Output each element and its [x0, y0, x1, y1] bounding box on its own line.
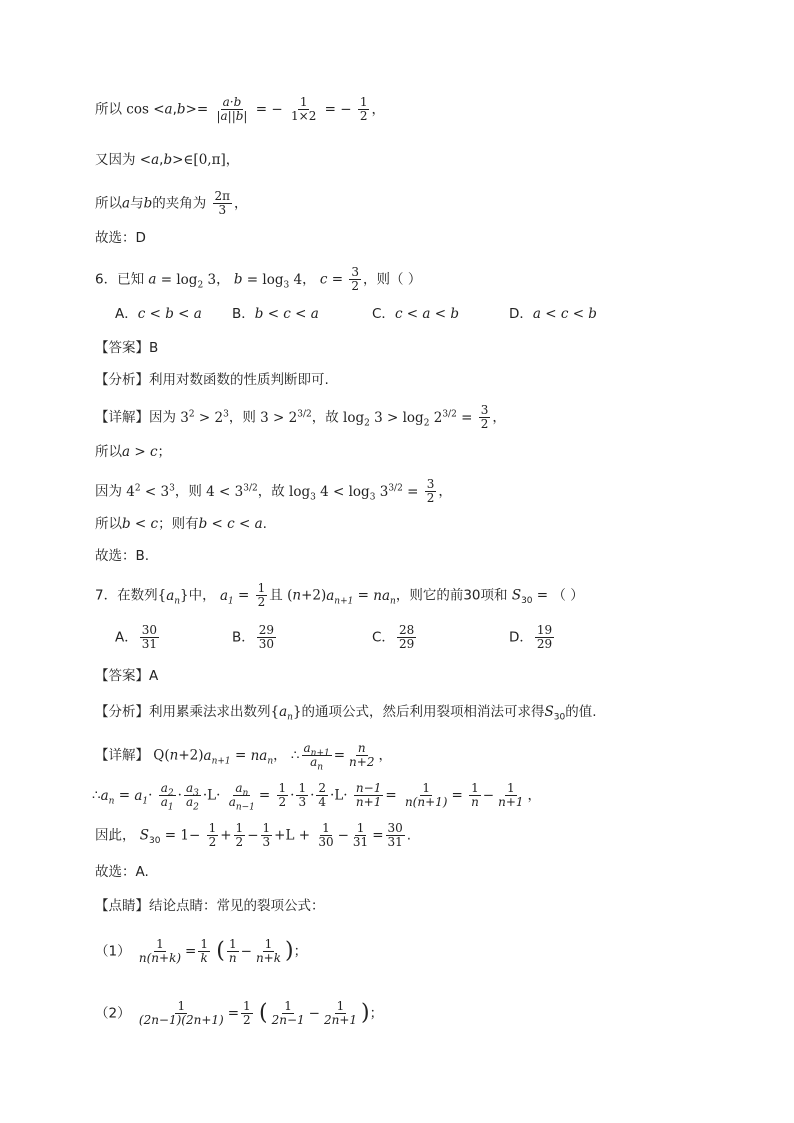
q7-option-b: B． $\frac{29}{30}$ — [232, 623, 275, 651]
q6-so-1: 所以a > c； — [95, 444, 172, 460]
q6-so-2: 所以b < c；则有b < c < a. — [95, 516, 267, 532]
interval-line: 又因为 <a,b>∈[0,π]， — [95, 152, 240, 168]
q6-analysis: 【分析】利用对数函数的性质判断即可. — [95, 372, 329, 388]
q7-answer: 【答案】A — [95, 668, 159, 684]
q6-detail-1: 【详解】因为 $3^2 > 2^3$，则 $3 > 2^{3/2}$，故 $\log_2 3 > \log_2 2^{3/2}$ = $\frac{3}{2}$ ， — [95, 403, 506, 431]
formula-2: （2） $\frac{1}{(2n-1)(2n+1)}$ = $\frac{1}{2}$ ( $\frac{1}{2n-1}$ − $\frac{1}{2n+1}$ )； — [95, 999, 384, 1027]
q6-option-b: B．b < c < a — [232, 306, 319, 322]
q6-option-d: D．a < c < b — [509, 306, 597, 322]
q7-option-d: D． $\frac{19}{29}$ — [509, 623, 553, 651]
q6-answer: 【答案】B — [95, 340, 159, 356]
q6-option-a: A．c < b < a — [115, 306, 202, 322]
angle-line: 所以a与b的夹角为 $\frac{2\pi}{3}$ ， — [95, 189, 248, 217]
q7-note: 【点睛】结论点睛：常见的裂项公式： — [95, 898, 325, 914]
q7-option-a: A． $\frac{30}{31}$ — [115, 623, 158, 651]
choose-a: 故选：A. — [95, 864, 149, 880]
choose-d: 故选：D — [95, 230, 146, 246]
q7-detail-1: 【详解】 $Q(n+2)a_{n+1} = na_n$， ∴ $\frac{a_{n+1}}{a_n}$ = $\frac{n}{n+2}$ ， — [95, 741, 392, 773]
cos-line: 所以 cos <a,b>= $\frac{a\cdot b}{|a||b|}$ = − $\frac{1}{1\times 2}$ = − $\frac{1}{2}$ ， — [95, 95, 385, 123]
q7-option-c: C． $\frac{28}{29}$ — [372, 623, 415, 651]
q6-stem: 6．已知 $a = \log_2 3$， $b = \log_3 4$， c = $\frac{3}{2}$ ，则（ ） — [95, 265, 422, 293]
q7-detail-2: $\therefore a_n = a_1\cdot$ $\frac{a_2}{a_1}$ · $\frac{a_3}{a_2}$ ·L· $\frac{a_n}{a_{n-1}}$ = $\frac{1}{2}$ · $\frac{1}{3}$ · $\frac{2}{4}$ ·L· $\frac{n-1}{n+1}$ = $\frac{1}{n(n+1)}$ = $\frac{1}{n}$ − $\frac{1}{n+1}$ ， — [92, 781, 542, 813]
q7-therefore: 因此， $S_{30} = 1-$ $\frac{1}{2}$ + $\frac{1}{2}$ − $\frac{1}{3}$ +L + $\frac{1}{30}$ − $\frac{1}{31}$ = $\frac{30}{31}$ . — [95, 821, 412, 849]
formula-1: （1） $\frac{1}{n(n+k)}$ = $\frac{1}{k}$ ( $\frac{1}{n}$ − $\frac{1}{n+k}$ )； — [95, 937, 308, 965]
q7-analysis: 【分析】利用累乘法求出数列$\{a_n\}$的通项公式，然后利用裂项相消法可求得$S_{30}$的值. — [95, 704, 597, 723]
q6-option-c: C．c < a < b — [372, 306, 459, 322]
q6-detail-2: 因为 $4^2 < 3^3$，则 $4 < 3^{3/2}$，故 $\log_3 4 < \log_3 3^{3/2}$ = $\frac{3}{2}$ ， — [95, 477, 452, 505]
choose-b: 故选：B. — [95, 548, 150, 564]
q7-stem: 7．在数列$\{a_n\}$中， $a_1$ = $\frac{1}{2}$ 且 $(n+2)a_{n+1} = na_n$，则它的前30项和 $S_{30}$ = （ ） — [95, 581, 584, 609]
